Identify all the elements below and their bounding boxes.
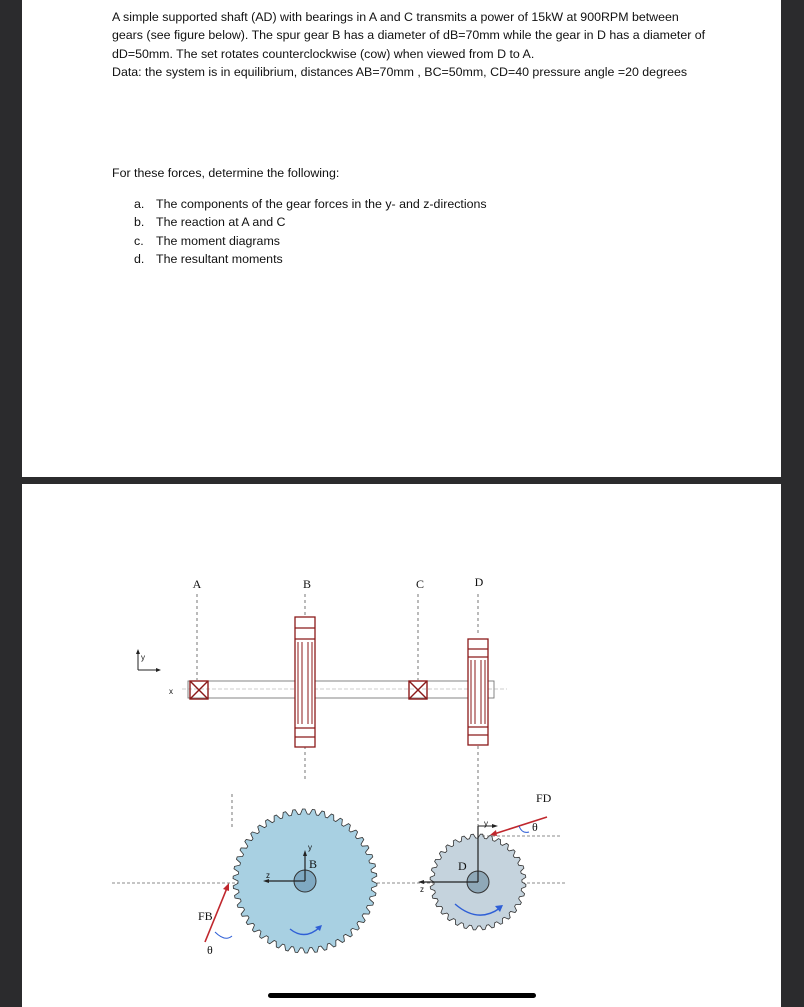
questions-block — [112, 152, 487, 268]
label-A: A — [192, 577, 202, 591]
problem-paragraph-1: A simple supported shaft (AD) with bearings in A and C transmits a power of 15kW at 900RPM between gears (see figure below). The spur gear B has a diameter of dB=70mm while the gear in D has a diameter of dD=50mm. The set rotates counterclockwise (cow) when viewed from D to A. — [112, 10, 706, 61]
force-FD — [494, 817, 547, 834]
shaft — [188, 681, 494, 698]
svg-text:z: z — [266, 871, 270, 880]
question-item: c. The moment diagrams — [134, 233, 280, 248]
questions-intro: For these forces, determine the following: — [112, 166, 340, 181]
axis-triad-top — [136, 649, 173, 696]
force-FB-label: FB — [198, 909, 213, 923]
label-B: B — [302, 577, 312, 591]
svg-text:x: x — [169, 687, 173, 696]
svg-text:z: z — [420, 885, 424, 894]
home-indicator[interactable] — [268, 993, 536, 998]
label-D: D — [474, 575, 484, 589]
shaft-gear-figure — [22, 484, 781, 1007]
gear-D-label: D — [458, 859, 467, 873]
question-item: b. The reaction at A and C — [134, 215, 286, 230]
svg-text:θ: θ — [207, 943, 213, 957]
svg-text:θ: θ — [532, 820, 538, 834]
label-C: C — [415, 577, 425, 591]
document-page-2 — [22, 484, 781, 1007]
questions-list — [112, 195, 487, 268]
svg-text:y: y — [141, 653, 145, 662]
guide-lines — [197, 594, 478, 839]
problem-paragraph-2: Data: the system is in equilibrium, distances AB=70mm , BC=50mm, CD=40 pressure angle =20 degrees — [112, 64, 688, 79]
force-FD-label: FD — [536, 791, 552, 805]
problem-statement — [112, 8, 712, 81]
question-item: d. The resultant moments — [134, 251, 283, 266]
question-item: a. The components of the gear forces in the y- and z-directions — [134, 197, 487, 212]
gear-B-label: B — [309, 857, 318, 871]
svg-text:y: y — [484, 819, 488, 828]
svg-text:y: y — [308, 843, 312, 852]
document-page-1 — [22, 0, 781, 477]
